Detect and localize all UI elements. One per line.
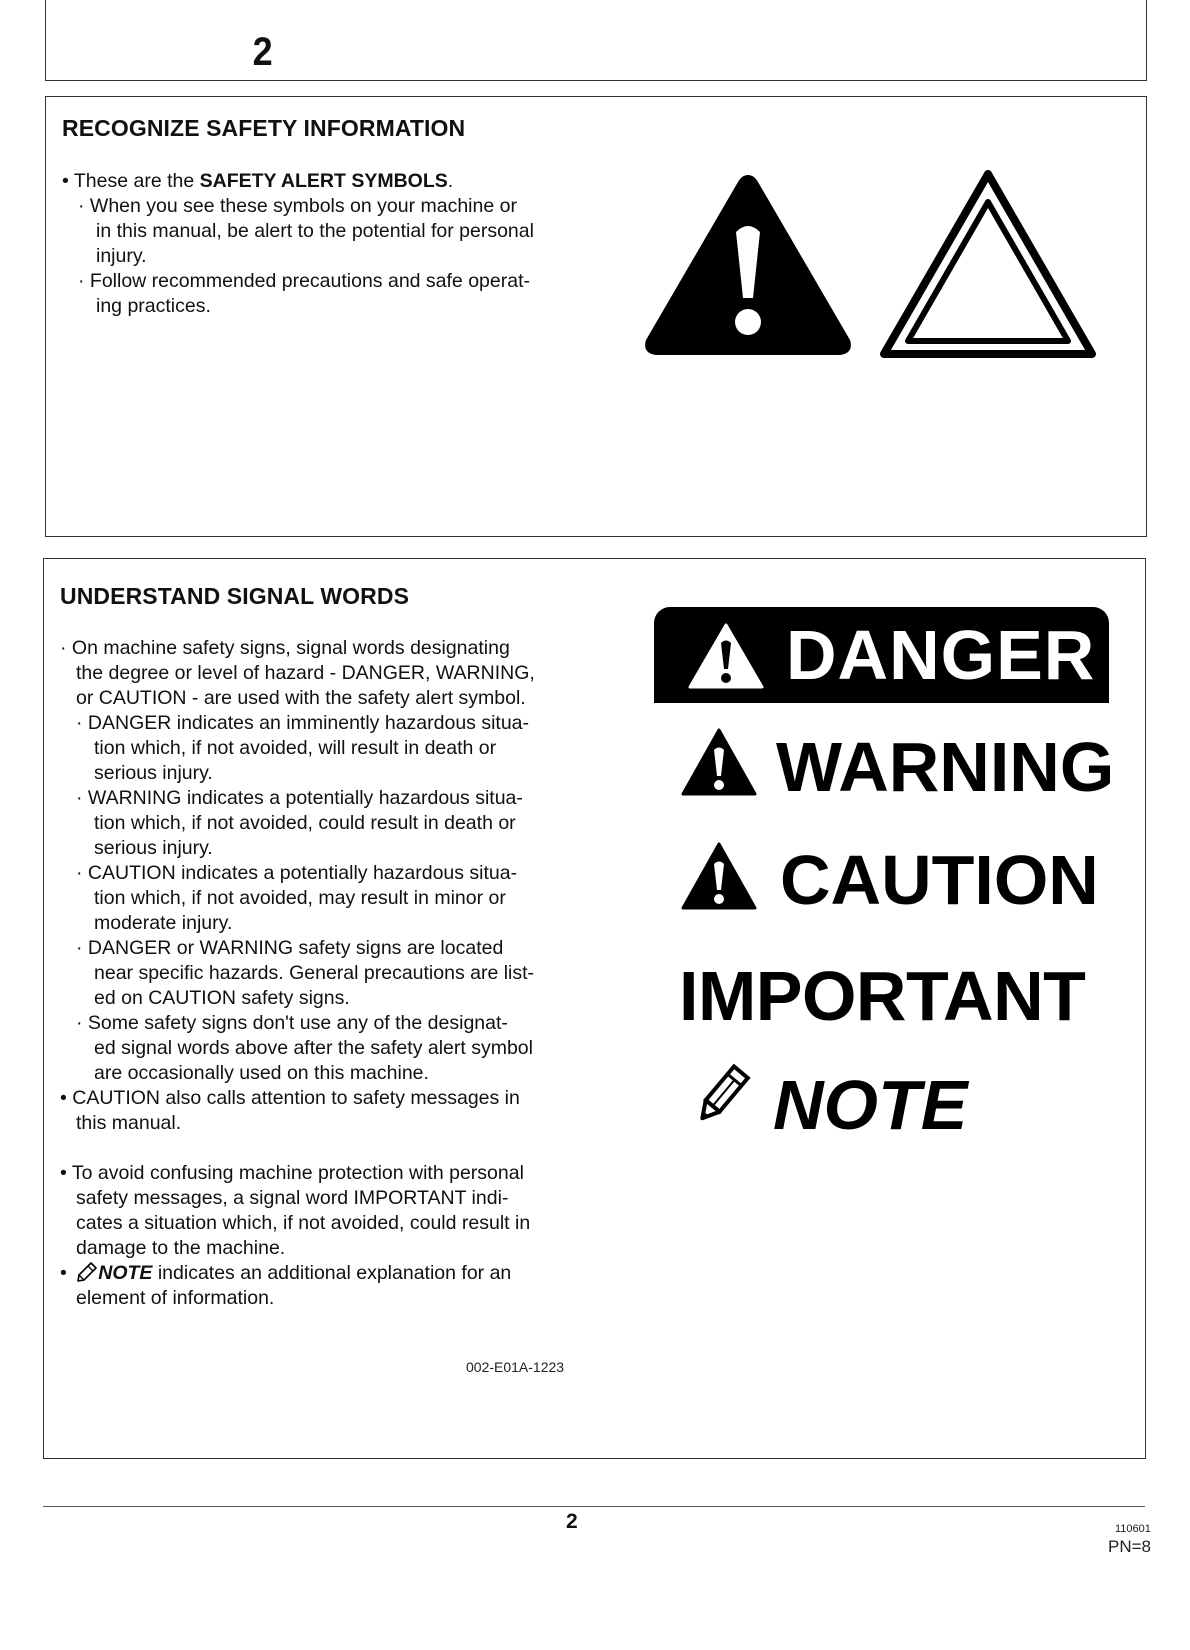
part-number: PN=8	[1108, 1537, 1151, 1556]
revision-code: 110601	[1115, 1523, 1151, 1535]
footer-rule	[43, 1506, 1145, 1507]
section2-line: tion which, if not avoided, will result in death or	[94, 737, 497, 759]
section2-line: damage to the machine.	[76, 1237, 286, 1259]
section2-line: · On machine safety signs, signal words designating	[60, 637, 510, 659]
danger-alert-icon	[688, 623, 764, 689]
section2-line: the degree or level of hazard - DANGER, WARNING,	[76, 662, 535, 684]
section2-line: this manual.	[76, 1112, 182, 1134]
note-pencil-icon	[690, 1063, 752, 1129]
section2-line: or CAUTION - are used with the safety alert symbol.	[76, 687, 526, 709]
note-line: • NOTE indicates an additional explanation for an	[60, 1262, 512, 1284]
section2-line: ed on CAUTION safety signs.	[94, 987, 350, 1009]
section1-body	[62, 169, 534, 319]
safety-alert-filled-icon	[640, 170, 856, 360]
page-number: 2	[566, 1510, 578, 1533]
danger-sign	[654, 607, 1109, 703]
section2-line: serious injury.	[94, 762, 213, 784]
section2-line: · CAUTION indicates a potentially hazardous situa-	[76, 862, 518, 884]
section2-line: are occasionally used on this machine.	[94, 1062, 429, 1084]
section2-line: · Some safety signs don't use any of the designat-	[76, 1012, 508, 1034]
section1-line: · When you see these symbols on your machine or	[78, 195, 517, 217]
warning-alert-icon	[681, 728, 757, 796]
section2-line: ed signal words above after the safety alert symbol	[94, 1037, 533, 1059]
caution-alert-icon	[681, 842, 757, 910]
section2-body	[60, 636, 535, 1311]
section2-line: tion which, if not avoided, may result in minor or	[94, 887, 506, 909]
section2-line: · DANGER or WARNING safety signs are located	[76, 937, 504, 959]
section2-line: moderate injury.	[94, 912, 233, 934]
section2-line: • CAUTION also calls attention to safety messages in	[60, 1087, 520, 1109]
section2-line: · WARNING indicates a potentially hazardous situa-	[76, 787, 523, 809]
safety-alert-outline-icon	[880, 170, 1096, 360]
section2-line: serious injury.	[94, 837, 213, 859]
caution-word: CAUTION	[780, 841, 1099, 919]
section1-line: injury.	[96, 245, 147, 267]
section2-line: element of information.	[76, 1287, 275, 1309]
section2-title: UNDERSTAND SIGNAL WORDS	[60, 583, 410, 609]
note-word: NOTE	[773, 1066, 968, 1144]
pencil-icon	[76, 1261, 98, 1283]
section2-line: • To avoid confusing machine protection with personal	[60, 1162, 524, 1184]
header-box	[45, 0, 1147, 81]
important-word: IMPORTANT	[679, 957, 1086, 1035]
section1-intro: • These are the SAFETY ALERT SYMBOLS.	[62, 170, 454, 192]
safety-alert-symbols-emphasis: SAFETY ALERT SYMBOLS	[199, 170, 448, 192]
note-emphasis: NOTE	[98, 1262, 153, 1284]
section2-line: cates a situation which, if not avoided, could result in	[76, 1212, 531, 1234]
section1-line: ing practices.	[96, 295, 211, 317]
section1-line: · Follow recommended precautions and safe operat-	[78, 270, 530, 292]
warning-word: WARNING	[776, 728, 1115, 806]
header-mark: 2	[252, 30, 264, 74]
section1-line: in this manual, be alert to the potential for personal	[96, 220, 534, 242]
section1-title: RECOGNIZE SAFETY INFORMATION	[62, 115, 466, 141]
section2-line: near specific hazards. General precautions are list-	[94, 962, 535, 984]
section2-line: safety messages, a signal word IMPORTANT indi-	[76, 1187, 509, 1209]
doc-code: 002-E01A-1223	[466, 1359, 565, 1375]
section2-line: · DANGER indicates an imminently hazardous situa-	[76, 712, 530, 734]
danger-word: DANGER	[786, 616, 1096, 694]
section2-line: tion which, if not avoided, could result in death or	[94, 812, 516, 834]
